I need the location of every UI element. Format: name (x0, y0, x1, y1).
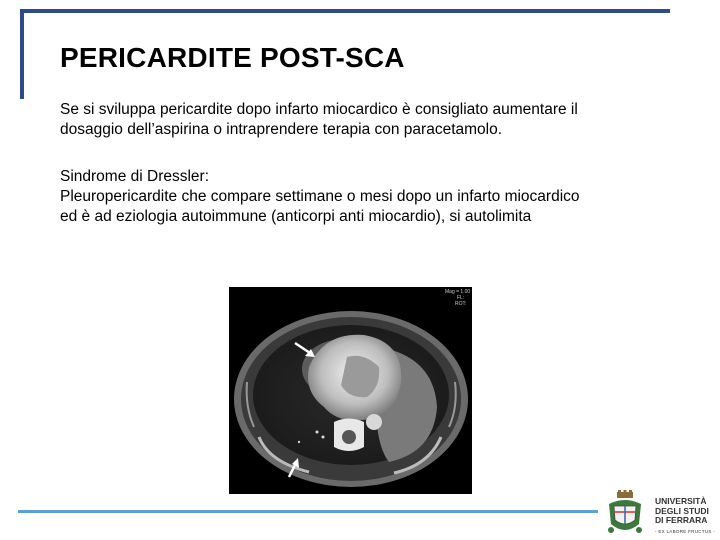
paragraph-dressler (60, 167, 700, 227)
slide-title: PERICARDITE POST-SCA (60, 42, 405, 73)
university-name-line: DI FERRARA (655, 515, 708, 525)
paragraph-line: Sindrome di Dressler: (60, 168, 210, 185)
scan-overlay-text: Mag = 1.00 (445, 289, 471, 295)
university-name-line: UNIVERSITÀ (655, 496, 707, 506)
footer-rule (18, 510, 598, 513)
ct-scan-image (229, 287, 472, 494)
scan-overlay-text: FL: (457, 295, 465, 301)
slide-frame-top (20, 9, 670, 13)
paragraph-line: Pleuropericardite che compare settimane o mesi dopo un infarto miocardico (60, 188, 580, 205)
paragraph-line: dosaggio dell’aspirina o intraprendere terapia con paracetamolo. (60, 121, 503, 138)
university-name (655, 497, 715, 536)
university-crest-icon (605, 490, 645, 538)
paragraph-line: Se si sviluppa pericardite dopo infarto miocardico è consigliato aumentare il (60, 101, 578, 118)
paragraph-aspirin (60, 100, 700, 140)
slide-frame-left (20, 9, 24, 99)
scan-overlay-text: ROT: (455, 301, 467, 307)
paragraph-line: ed è ad eziologia autoimmune (anticorpi anti miocardio), si autolimita (60, 208, 532, 225)
university-name-line: DEGLI STUDI (655, 505, 709, 516)
university-motto: - EX LABORE FRUCTUS - (655, 528, 716, 534)
